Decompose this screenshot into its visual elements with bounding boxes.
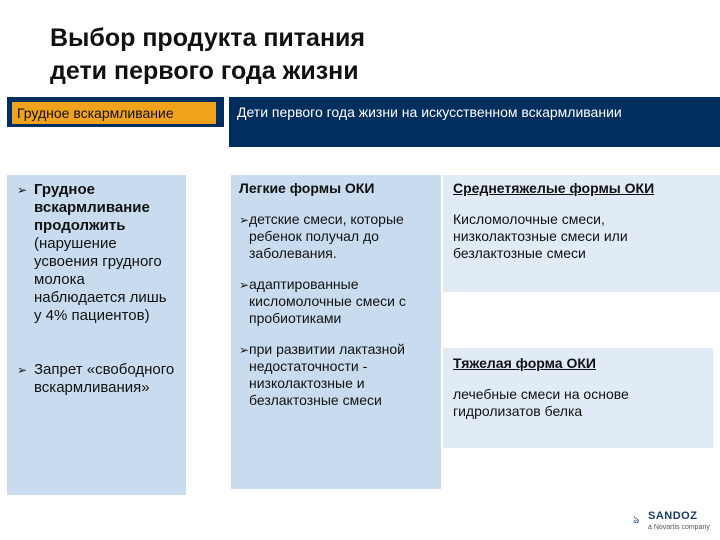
mild-item-3-text: при развитии лактазной недостаточности - низколактозные и безлактозные смеси [249,341,405,408]
arrow-bullet-icon: ➢ [17,183,28,197]
breastfeeding-panel [7,175,186,495]
breastfeeding-continue-text: Грудное вскармливание продолжить [34,181,150,234]
breastfeeding-note-text: (нарушение усвоения грудного молока наблюдается лишь у 4% пациентов) [34,235,167,324]
mild-forms-heading: Легкие формы ОКИ [239,180,375,196]
arrow-bullet-icon: ➢ [239,278,250,292]
mild-forms-panel [231,175,441,489]
mild-item-1 [239,211,433,262]
moderate-forms-heading: Среднетяжелые формы ОКИ [453,180,655,196]
free-feeding-ban-text: Запрет «свободного вскармливания» [34,361,175,396]
artificial-feeding-header: Дети первого года жизни на искусственном вскармливании [229,97,720,147]
breastfeeding-header [7,97,224,127]
moderate-forms-panel [443,175,720,292]
sandoz-logo-icon: ঌ [633,514,640,526]
arrow-bullet-icon: ➢ [239,213,250,227]
slide-title-line-1: Выбор продукта питания [50,24,366,52]
severe-form-panel [443,348,713,448]
severe-form-heading: Тяжелая форма ОКИ [453,355,596,371]
breastfeeding-bullet-2 [17,361,178,397]
arrow-bullet-icon: ➢ [239,343,250,357]
sandoz-logo-name: SANDOZ [648,510,698,522]
moderate-forms-text: Кисломолочные смеси, низколактозные смеси или безлактозные смеси [453,211,628,261]
breastfeeding-bullet-1 [17,181,178,325]
sandoz-logo [633,511,713,537]
slide-title-line-2: дети первого года жизни [50,57,359,85]
breastfeeding-header-label: Грудное вскармливание [12,102,216,124]
sandoz-logo-tagline: a Novartis company [648,524,710,531]
mild-item-2 [239,276,433,327]
slide-title [50,22,365,88]
mild-item-3 [239,341,433,409]
severe-form-text: лечебные смеси на основе гидролизатов белка [453,386,629,419]
mild-item-1-text: детские смеси, которые ребенок получал до заболевания. [249,211,404,261]
arrow-bullet-icon: ➢ [17,363,28,377]
mild-item-2-text: адаптированные кисломолочные смеси с пробиотиками [249,276,406,326]
